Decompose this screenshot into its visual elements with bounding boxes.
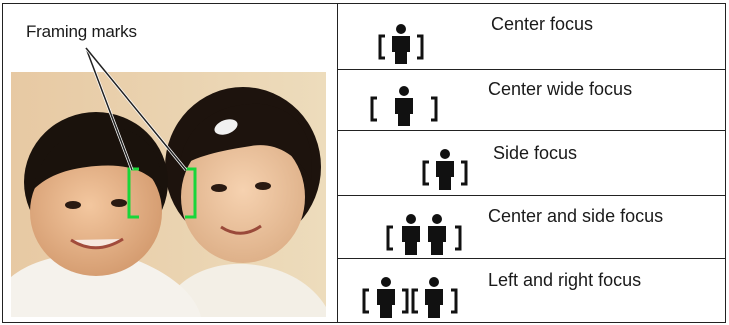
center-wide-focus-icon [368,84,440,126]
center-and-side-focus-icon [384,211,464,255]
mode-label: Side focus [493,143,578,163]
framing-marks-caption: Framing marks [26,22,137,41]
list-item [338,259,726,322]
mode-label: Left and right focus [488,270,642,290]
mode-label: Center focus [491,14,594,34]
mode-label: Center and side focus [488,206,664,226]
list-item [338,196,726,258]
example-photo [11,72,326,317]
list-item [338,131,726,195]
list-item [338,70,726,130]
center-focus-icon [376,22,426,64]
side-focus-icon [420,146,470,190]
list-item [338,4,726,69]
left-and-right-focus-icon [360,274,460,318]
mode-label: Center wide focus [488,79,633,99]
